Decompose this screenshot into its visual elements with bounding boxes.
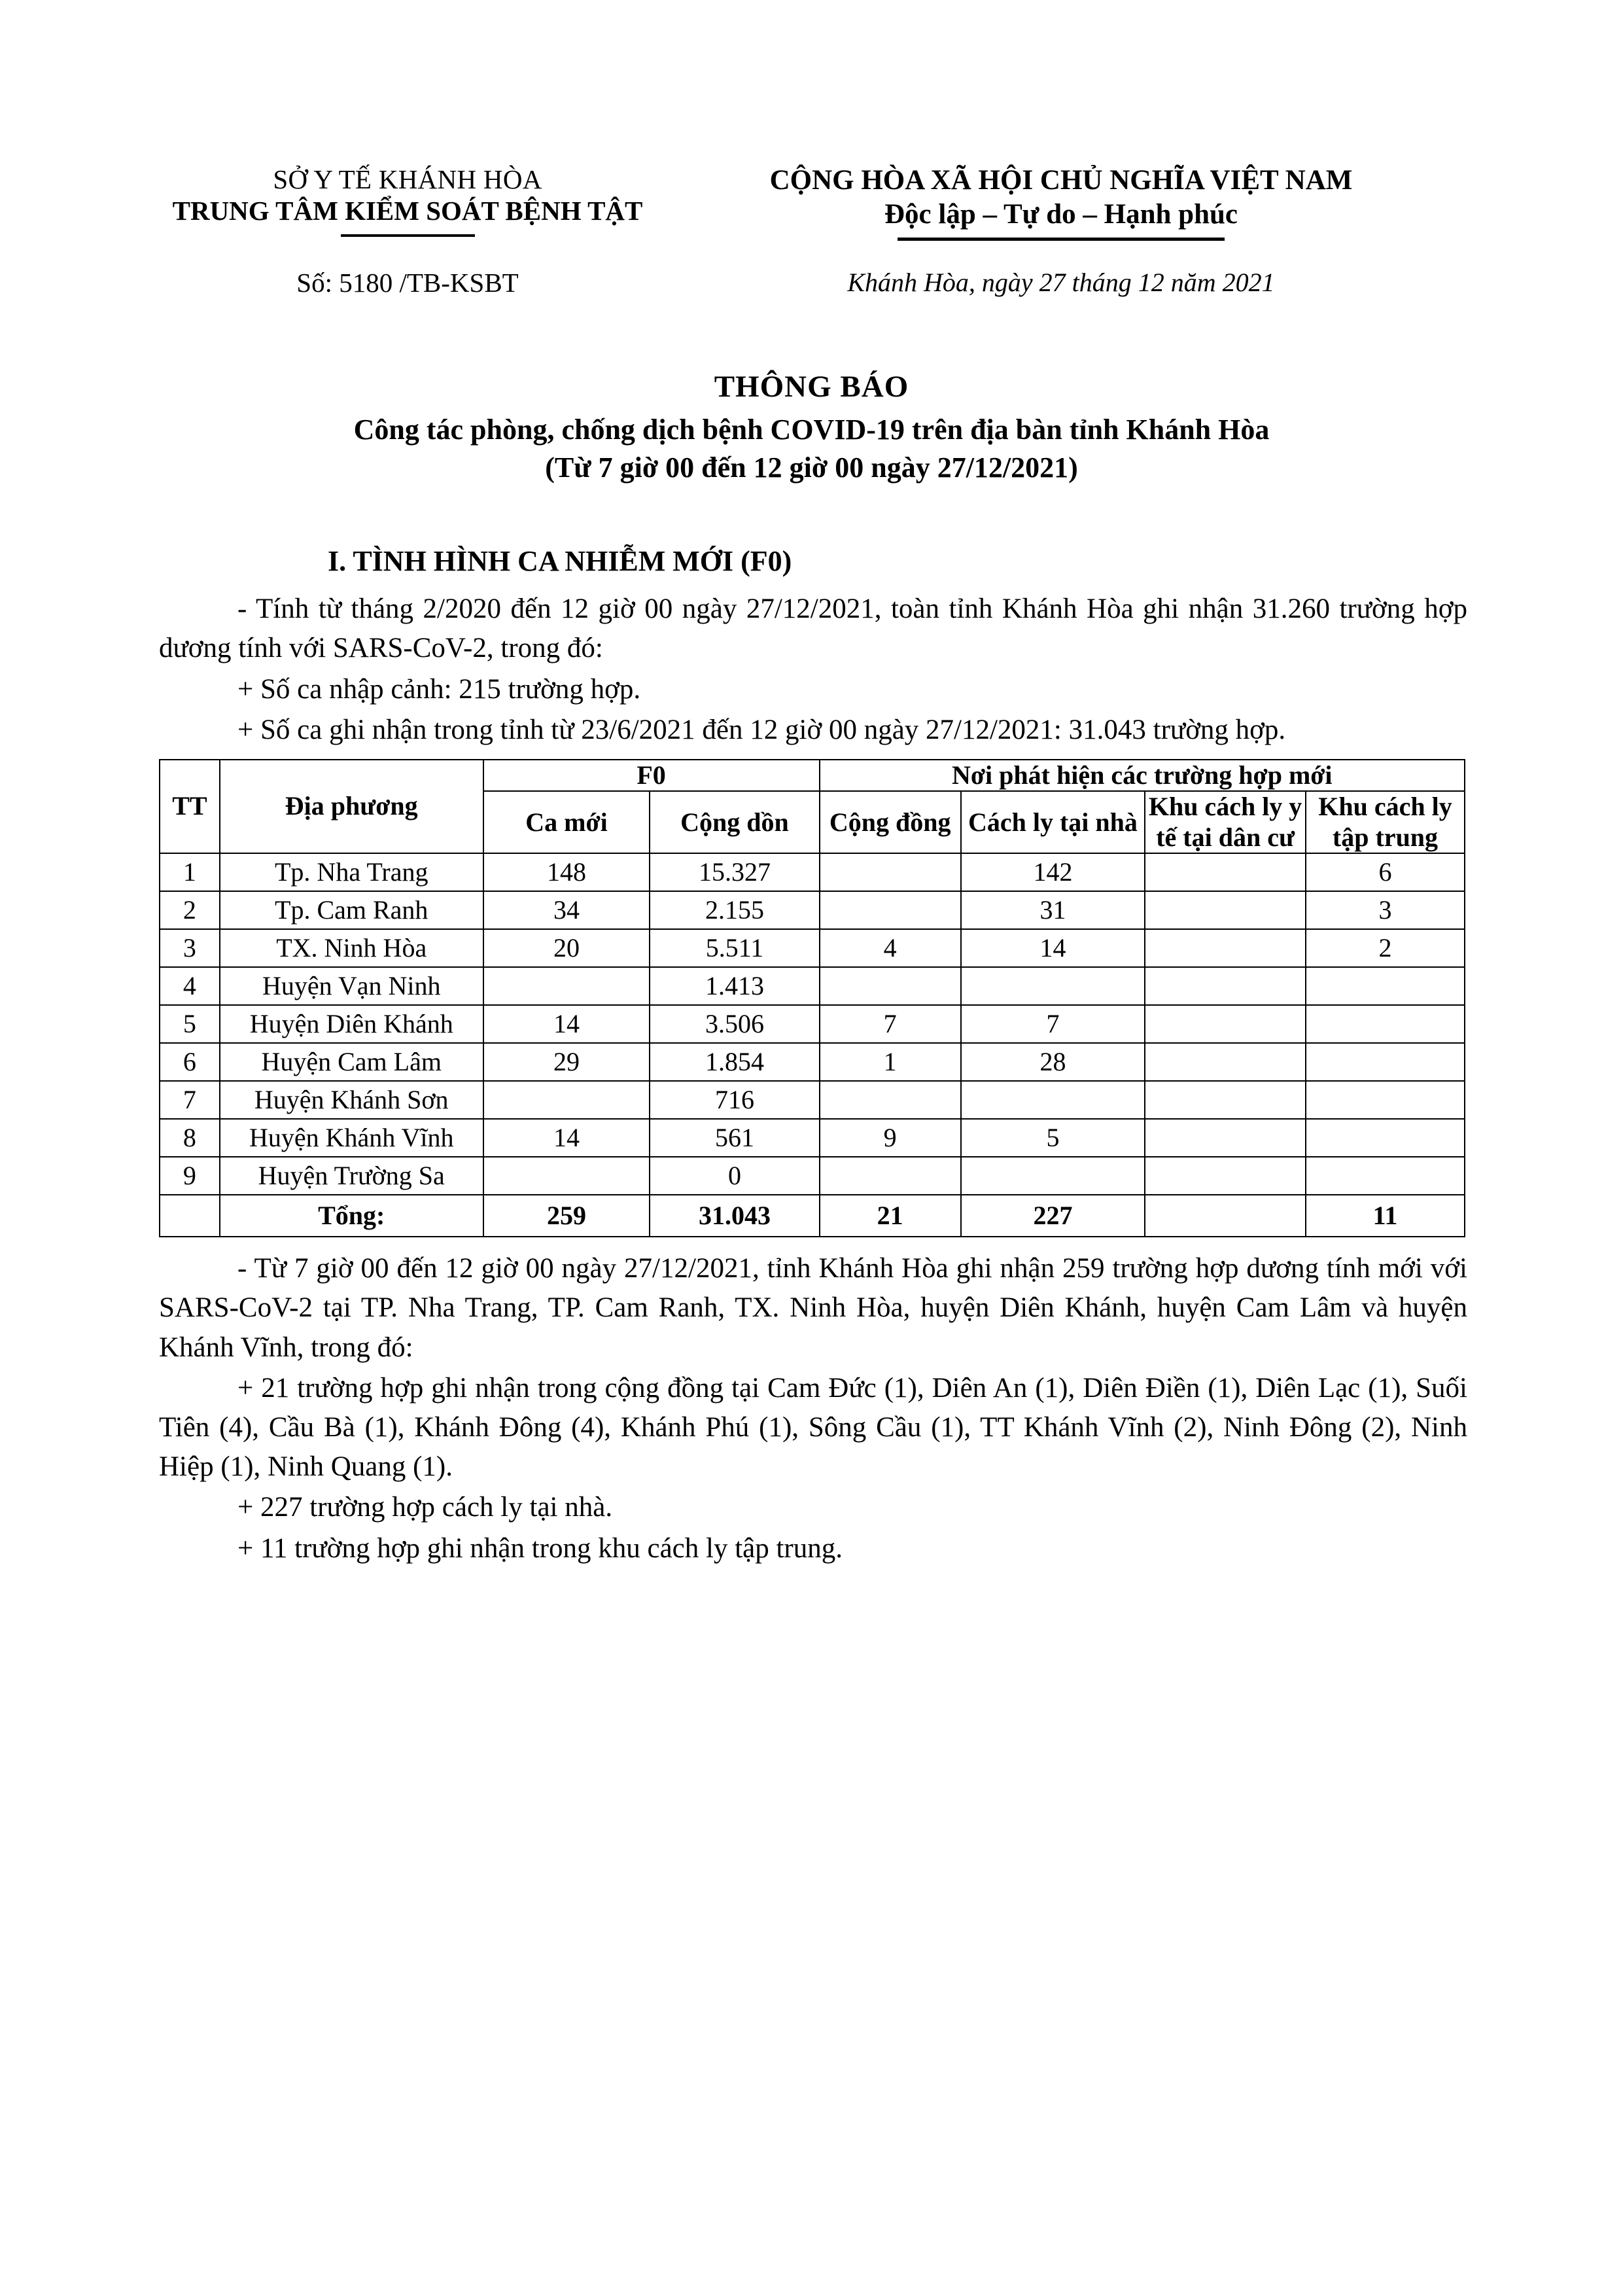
- cell-cumulative: 1.413: [650, 967, 819, 1005]
- table-row: [160, 967, 1465, 1005]
- cell-locality: Huyện Khánh Sơn: [220, 1081, 483, 1119]
- header-residential-medical-quarantine: Khu cách ly y tế tại dân cư: [1145, 791, 1306, 853]
- cell-tt: 4: [160, 967, 220, 1005]
- cell-home-quarantine: [961, 967, 1145, 1005]
- paragraph-centralized-quarantine-count: + 11 trường hợp ghi nhận trong khu cách ly tập trung.: [237, 1532, 843, 1564]
- title-block: [0, 367, 1623, 487]
- cell-new-cases: 20: [483, 929, 650, 967]
- cell-home-quarantine: [961, 1157, 1145, 1195]
- document-type-title: THÔNG BÁO: [714, 370, 909, 404]
- cell-new-cases: 148: [483, 853, 650, 891]
- cell-cumulative: 2.155: [650, 891, 819, 929]
- cell-locality: Tp. Cam Ranh: [220, 891, 483, 929]
- cell-residential-medical-quarantine: [1145, 929, 1306, 967]
- cell-total-centralized-quarantine: 11: [1306, 1195, 1465, 1237]
- cell-residential-medical-quarantine: [1145, 891, 1306, 929]
- cell-locality: Huyện Vạn Ninh: [220, 967, 483, 1005]
- national-heading-block: [656, 164, 1466, 241]
- table-total-row: [160, 1195, 1465, 1237]
- cell-community: 9: [820, 1119, 961, 1157]
- cell-residential-medical-quarantine: [1145, 1157, 1306, 1195]
- section-1-heading: I. TÌNH HÌNH CA NHIỄM MỚI (F0): [328, 545, 792, 578]
- header-tt: TT: [160, 760, 220, 853]
- cell-total-community: 21: [820, 1195, 961, 1237]
- cell-community: [820, 1157, 961, 1195]
- paragraph-cumulative-cases: - Tính từ tháng 2/2020 đến 12 giờ 00 ngày 27/12/2021, toàn tỉnh Khánh Hòa ghi nhận 31.260 trường hợp dương tính với SARS-CoV-2, trong đó:: [159, 593, 1467, 664]
- cell-tt: 9: [160, 1157, 220, 1195]
- department-name: SỞ Y TẾ KHÁNH HÒA: [273, 164, 542, 194]
- cell-centralized-quarantine: 2: [1306, 929, 1465, 967]
- header-group-detection-place: Nơi phát hiện các trường hợp mới: [820, 760, 1465, 791]
- table-body: [160, 853, 1465, 1237]
- header-centralized-quarantine: Khu cách ly tập trung: [1306, 791, 1465, 853]
- cell-centralized-quarantine: 3: [1306, 891, 1465, 929]
- country-name: CỘNG HÒA XÃ HỘI CHỦ NGHĨA VIỆT NAM: [769, 165, 1353, 196]
- cell-new-cases: [483, 1081, 650, 1119]
- table-row: [160, 929, 1465, 967]
- header-home-quarantine: Cách ly tại nhà: [961, 791, 1145, 853]
- cell-home-quarantine: 5: [961, 1119, 1145, 1157]
- f0-statistics-table: [159, 759, 1465, 1237]
- cell-centralized-quarantine: [1306, 1043, 1465, 1081]
- table-row: [160, 1157, 1465, 1195]
- cell-new-cases: [483, 1157, 650, 1195]
- header-community: Cộng đồng: [820, 791, 961, 853]
- cell-locality: Huyện Khánh Vĩnh: [220, 1119, 483, 1157]
- table-row: [160, 1081, 1465, 1119]
- cell-new-cases: 34: [483, 891, 650, 929]
- cell-total-home-quarantine: 227: [961, 1195, 1145, 1237]
- document-meta-row: [0, 267, 1623, 298]
- table-row: [160, 853, 1465, 891]
- table-row: [160, 1119, 1465, 1157]
- cell-cumulative: 5.511: [650, 929, 819, 967]
- cell-centralized-quarantine: [1306, 1081, 1465, 1119]
- document-period: (Từ 7 giờ 00 đến 12 giờ 00 ngày 27/12/2021): [545, 451, 1078, 484]
- cell-locality: Huyện Trường Sa: [220, 1157, 483, 1195]
- cell-tt: 7: [160, 1081, 220, 1119]
- cell-tt: 2: [160, 891, 220, 929]
- cell-residential-medical-quarantine: [1145, 1043, 1306, 1081]
- header-new-cases: Ca mới: [483, 791, 650, 853]
- cell-residential-medical-quarantine: [1145, 967, 1306, 1005]
- paragraph-imported-cases: + Số ca nhập cảnh: 215 trường hợp.: [237, 673, 641, 705]
- cell-centralized-quarantine: [1306, 1157, 1465, 1195]
- header-divider-left: [341, 234, 475, 237]
- cell-home-quarantine: [961, 1081, 1145, 1119]
- cell-home-quarantine: 142: [961, 853, 1145, 891]
- cell-community: 4: [820, 929, 961, 967]
- table-row: [160, 1005, 1465, 1043]
- cell-home-quarantine: 7: [961, 1005, 1145, 1043]
- paragraph-community-breakdown: + 21 trường hợp ghi nhận trong cộng đồng tại Cam Đức (1), Diên An (1), Diên Điền (1), Diên Lạc (1), Suối Tiên (4), Cầu Bà (1), Khánh Đông (4), Khánh Phú (1), Sông Cầu (1), TT Khánh Vĩnh (2), Ninh Đông (2), Ninh Hiệp (1), Ninh Quang (1).: [159, 1372, 1467, 1483]
- cell-cumulative: 15.327: [650, 853, 819, 891]
- paragraph-domestic-cases: + Số ca ghi nhận trong tỉnh từ 23/6/2021 đến 12 giờ 00 ngày 27/12/2021: 31.043 trường hợp.: [237, 714, 1286, 745]
- cell-home-quarantine: 31: [961, 891, 1145, 929]
- paragraph-home-quarantine-count: + 227 trường hợp cách ly tại nhà.: [237, 1492, 613, 1523]
- national-motto: Độc lập – Tự do – Hạnh phúc: [884, 198, 1238, 230]
- cell-tt: 1: [160, 853, 220, 891]
- cell-centralized-quarantine: [1306, 1119, 1465, 1157]
- document-header: [0, 0, 1623, 241]
- cell-locality: Huyện Diên Khánh: [220, 1005, 483, 1043]
- cell-cumulative: 0: [650, 1157, 819, 1195]
- cell-new-cases: 14: [483, 1005, 650, 1043]
- cell-new-cases: 14: [483, 1119, 650, 1157]
- cell-home-quarantine: 28: [961, 1043, 1145, 1081]
- f0-table-wrapper: [0, 759, 1623, 1237]
- cell-cumulative: 561: [650, 1119, 819, 1157]
- cell-residential-medical-quarantine: [1145, 1081, 1306, 1119]
- table-row: [160, 891, 1465, 929]
- header-group-f0: F0: [483, 760, 820, 791]
- issuing-authority-block: [159, 164, 656, 241]
- cell-tt: 3: [160, 929, 220, 967]
- header-locality: Địa phương: [220, 760, 483, 853]
- cell-centralized-quarantine: [1306, 1005, 1465, 1043]
- cell-locality: TX. Ninh Hòa: [220, 929, 483, 967]
- cell-community: [820, 853, 961, 891]
- cell-cumulative: 3.506: [650, 1005, 819, 1043]
- cell-tt: 6: [160, 1043, 220, 1081]
- table-header-group-row: [160, 760, 1465, 791]
- cell-tt: 5: [160, 1005, 220, 1043]
- document-subject: Công tác phòng, chống dịch bệnh COVID-19 trên địa bàn tỉnh Khánh Hòa: [353, 414, 1270, 446]
- cell-total-cumulative: 31.043: [650, 1195, 819, 1237]
- cell-locality: Tp. Nha Trang: [220, 853, 483, 891]
- header-divider-right: [898, 238, 1225, 241]
- cell-community: [820, 967, 961, 1005]
- cell-new-cases: 29: [483, 1043, 650, 1081]
- cell-tt: 8: [160, 1119, 220, 1157]
- cell-cumulative: 716: [650, 1081, 819, 1119]
- cell-new-cases: [483, 967, 650, 1005]
- cell-home-quarantine: 14: [961, 929, 1145, 967]
- cell-locality: Huyện Cam Lâm: [220, 1043, 483, 1081]
- cell-residential-medical-quarantine: [1145, 1005, 1306, 1043]
- cell-community: [820, 891, 961, 929]
- cell-centralized-quarantine: [1306, 967, 1465, 1005]
- table-row: [160, 1043, 1465, 1081]
- cell-cumulative: 1.854: [650, 1043, 819, 1081]
- cell-total-new-cases: 259: [483, 1195, 650, 1237]
- cell-residential-medical-quarantine: [1145, 853, 1306, 891]
- cell-total-label: Tổng:: [220, 1195, 483, 1237]
- center-name: TRUNG TÂM KIỂM SOÁT BỆNH TẬT: [172, 196, 643, 226]
- cell-total-tt: [160, 1195, 220, 1237]
- header-cumulative: Cộng dồn: [650, 791, 819, 853]
- cell-community: 7: [820, 1005, 961, 1043]
- cell-community: 1: [820, 1043, 961, 1081]
- cell-centralized-quarantine: 6: [1306, 853, 1465, 891]
- cell-total-residential-medical-quarantine: [1145, 1195, 1306, 1237]
- cell-residential-medical-quarantine: [1145, 1119, 1306, 1157]
- place-and-date: Khánh Hòa, ngày 27 tháng 12 năm 2021: [847, 268, 1275, 298]
- cell-community: [820, 1081, 961, 1119]
- document-number: Số: 5180 /TB-KSBT: [296, 268, 519, 298]
- paragraph-new-cases-summary: - Từ 7 giờ 00 đến 12 giờ 00 ngày 27/12/2021, tỉnh Khánh Hòa ghi nhận 259 trường hợp dương tính mới với SARS-CoV-2 tại TP. Nha Trang, TP. Cam Ranh, TX. Ninh Hòa, huyện Diên Khánh, huyện Cam Lâm và huyện Khánh Vĩnh, trong đó:: [159, 1253, 1467, 1363]
